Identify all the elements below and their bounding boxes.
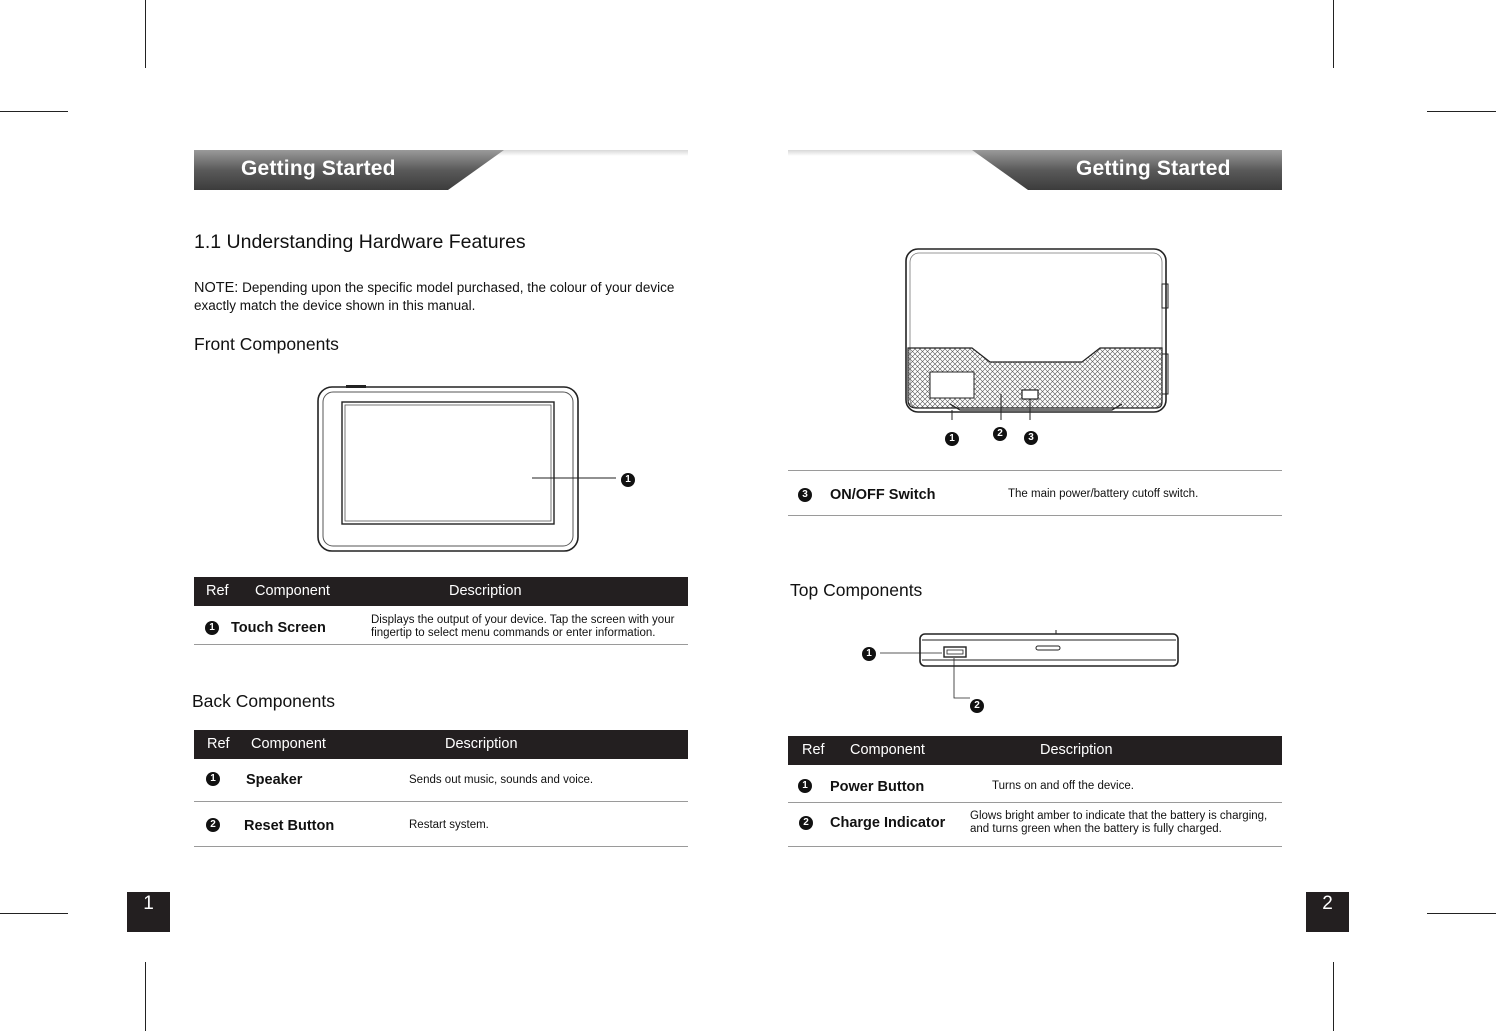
- table-rule: [788, 846, 1282, 847]
- row-description: Restart system.: [409, 819, 489, 831]
- row-description: [992, 780, 1134, 793]
- row-description: [371, 614, 674, 640]
- table-rule: [788, 515, 1282, 516]
- desc-line: and turns green when the battery is fully charged.: [970, 823, 1222, 835]
- banner-title: Getting Started: [1076, 157, 1231, 180]
- table-rule: [194, 801, 688, 802]
- col-component: Component: [255, 583, 330, 599]
- crop-mark: [1333, 0, 1334, 68]
- note-line-2: exactly match the device shown in this manual.: [194, 298, 476, 313]
- top-table-header: [788, 736, 1282, 765]
- row-ref-badge: 1: [205, 621, 219, 635]
- table-rule: [194, 846, 688, 847]
- front-device-illustration: [316, 383, 646, 553]
- col-component: Component: [251, 736, 326, 752]
- left-banner: [194, 147, 688, 190]
- row-component: Speaker: [246, 772, 303, 788]
- crop-mark: [0, 111, 68, 112]
- back-components-heading: Back Components: [192, 691, 335, 711]
- row-ref-badge: 2: [799, 816, 813, 830]
- col-ref: Ref: [207, 736, 230, 752]
- row-ref-badge: 1: [798, 779, 812, 793]
- row-ref-badge: 1: [206, 772, 220, 786]
- callout-badge: 1: [862, 647, 876, 661]
- col-description: Description: [1040, 742, 1113, 758]
- col-description: Description: [449, 583, 522, 599]
- row-component: Power Button: [830, 779, 925, 795]
- col-ref: Ref: [802, 742, 825, 758]
- col-ref: Ref: [206, 583, 229, 599]
- page-number: 2: [1306, 892, 1349, 932]
- front-table-header: [194, 577, 688, 606]
- callout-badge: 3: [1024, 431, 1038, 445]
- callout-badge: 1: [621, 473, 635, 487]
- note-paragraph: [194, 279, 694, 314]
- table-rule: [194, 644, 688, 645]
- row-component: Charge Indicator: [830, 815, 946, 831]
- top-components-heading: Top Components: [790, 580, 923, 600]
- page-number: 1: [127, 892, 170, 932]
- desc-line: Turns on and off the device.: [992, 780, 1134, 792]
- callout-badge: 1: [945, 432, 959, 446]
- back-table-header: [194, 730, 688, 759]
- note-label: NOTE:: [194, 280, 239, 296]
- callout-badge: 2: [993, 427, 1007, 441]
- row-component: Reset Button: [244, 818, 335, 834]
- crop-mark: [145, 962, 146, 1031]
- row-component: Touch Screen: [231, 620, 326, 636]
- table-rule: [788, 470, 1282, 471]
- row-component: ON/OFF Switch: [830, 487, 936, 503]
- right-banner: [788, 147, 1282, 190]
- row-ref-badge: 3: [798, 488, 812, 502]
- col-component: Component: [850, 742, 925, 758]
- crop-mark: [1333, 962, 1334, 1031]
- row-description: Sends out music, sounds and voice.: [409, 774, 594, 786]
- table-rule: [788, 802, 1282, 803]
- desc-line: Displays the output of your device. Tap the screen with your: [371, 614, 675, 626]
- crop-mark: [0, 913, 68, 914]
- crop-mark: [145, 0, 146, 68]
- row-description: The main power/battery cutoff switch.: [1008, 488, 1199, 500]
- row-description: [970, 810, 1267, 836]
- top-device-illustration: [880, 628, 1190, 718]
- row-ref-badge: 2: [206, 818, 220, 832]
- col-description: Description: [445, 736, 518, 752]
- desc-line: fingertip to select menu commands or enter information.: [371, 627, 656, 639]
- note-line-1: Depending upon the specific model purchased, the colour of your device: [238, 280, 675, 295]
- callout-badge: 2: [970, 699, 984, 713]
- desc-line: Glows bright amber to indicate that the battery is charging,: [970, 810, 1268, 822]
- crop-mark: [1427, 913, 1496, 914]
- banner-title: Getting Started: [241, 157, 396, 180]
- front-components-heading: Front Components: [194, 334, 339, 354]
- section-title: 1.1 Understanding Hardware Features: [194, 231, 526, 253]
- back-device-illustration: [900, 244, 1180, 420]
- crop-mark: [1427, 111, 1496, 112]
